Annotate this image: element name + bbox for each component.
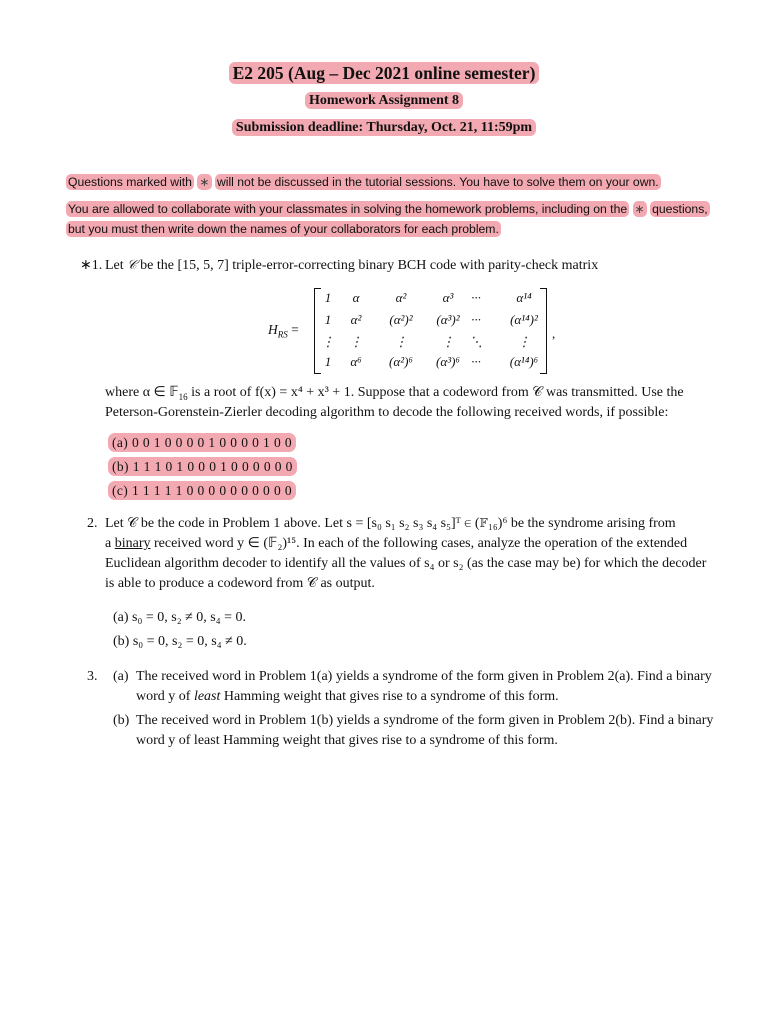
problem3-a-label: (a) [113, 669, 129, 684]
problem1-marker: ∗1. [80, 258, 103, 273]
matrix-cell: 1 [324, 354, 332, 369]
matrix-cell: (α¹⁴)⁶ [509, 354, 539, 369]
received-word-a: (a) 0 0 1 0 0 0 0 1 0 0 0 0 1 0 0 [108, 435, 296, 451]
matrix-cell: ⋮ [441, 334, 455, 349]
problem2-case-b: (b) s₀ = 0, s₂ = 0, s₄ ≠ 0. [113, 634, 247, 649]
matrix-cell: ⋮ [394, 334, 408, 349]
matrix-cell: ⋮ [321, 334, 335, 349]
problem3-b-line2: word y of least Hamming weight that gives rise to a syndrome of this form. [136, 733, 558, 748]
matrix-cell: ··· [471, 290, 481, 305]
problem2-line4: is able to produce a codeword from 𝒞 as output. [105, 576, 375, 591]
parity-check-matrix [268, 286, 568, 376]
problem3-a-line1: The received word in Problem 1(a) yields a syndrome of the form given in Problem 2(a). Find a binary [136, 669, 712, 684]
matrix-cell: 1 [324, 290, 332, 305]
matrix-cell: (α³)⁶ [436, 354, 460, 369]
problem3-marker: 3. [87, 669, 98, 684]
document-title: E2 205 (Aug – Dec 2021 online semester) [0, 63, 768, 84]
note-collaborator-names: but you must then write down the names of your collaborators for each problem. [68, 222, 499, 236]
matrix-cell: α³ [442, 290, 454, 305]
matrix-cell: (α²)² [389, 312, 413, 327]
matrix-cell: α [352, 290, 360, 305]
matrix-cell: α⁶ [350, 354, 362, 369]
problem3-b-line1: The received word in Problem 1(b) yields a syndrome of the form given in Problem 2(b). Find a binary [136, 713, 714, 728]
document-subtitle: Homework Assignment 8 [0, 93, 768, 109]
matrix-cell: (α³)² [436, 312, 460, 327]
matrix-cell: ··· [471, 312, 481, 327]
matrix-cell: ⋮ [517, 334, 531, 349]
matrix-cell: (α¹⁴)² [510, 312, 538, 327]
matrix-cell: ⋮ [349, 334, 363, 349]
problem3-a-line2: word y of least Hamming weight that gives rise to a syndrome of this form. [136, 689, 559, 704]
problem2-line3: Euclidean algorithm decoder to identify all the values of s₄ or s₂ (as the case may be) for which the decoder [105, 556, 707, 571]
matrix-cell: ··· [471, 354, 481, 369]
submission-deadline: Submission deadline: Thursday, Oct. 21, 11:59pm [0, 120, 768, 136]
problem1-where: where α ∈ 𝔽$_{16}$ is a root of f(x) = x⁴ + x³ + 1. Suppose that a codeword from 𝒞 was transmitted. Use the [105, 385, 684, 402]
received-word-b: (b) 1 1 1 0 1 0 0 0 1 0 0 0 0 0 0 [108, 459, 297, 475]
matrix-cell: ⋱ [469, 334, 483, 349]
problem1-instruction: Peterson-Gorenstein-Zierler decoding algorithm to decode the following received words, if possible: [105, 405, 669, 420]
problem2-line1: Let 𝒞 be the code in Problem 1 above. Let s = [s₀ s₁ s₂ s₃ s₄ s₅]ᵀ ∈ (𝔽₁₆)⁶ be the syndrome arising from [105, 516, 676, 531]
problem2-marker: 2. [87, 516, 98, 531]
note-collaboration: You are allowed to collaborate with your classmates in solving the homework problems, including on the ∗ questions, [68, 202, 708, 216]
problem1-intro: Let 𝒞 be the [15, 5, 7] triple-error-correcting binary BCH code with parity-check matrix [105, 258, 599, 273]
matrix-cell: α² [395, 290, 407, 305]
matrix-label: $H_{RS}$ = [268, 322, 299, 340]
received-word-c: (c) 1 1 1 1 1 0 0 0 0 0 0 0 0 0 0 [108, 483, 296, 499]
matrix-cell: α² [350, 312, 362, 327]
problem2-case-a: (a) s₀ = 0, s₂ ≠ 0, s₄ = 0. [113, 610, 246, 625]
matrix-comma: , [552, 326, 556, 341]
problem2-line2: a binary received word y ∈ (𝔽₂)¹⁵. In each of the following cases, analyze the operation of the extended [105, 536, 688, 551]
matrix-cell: α¹⁴ [516, 290, 532, 305]
note-starred-questions: Questions marked with ∗ will not be discussed in the tutorial sessions. You have to solve them on your own. [68, 175, 659, 189]
matrix-cell: 1 [324, 312, 332, 327]
problem3-b-label: (b) [113, 713, 130, 728]
matrix-cell: (α²)⁶ [389, 354, 413, 369]
